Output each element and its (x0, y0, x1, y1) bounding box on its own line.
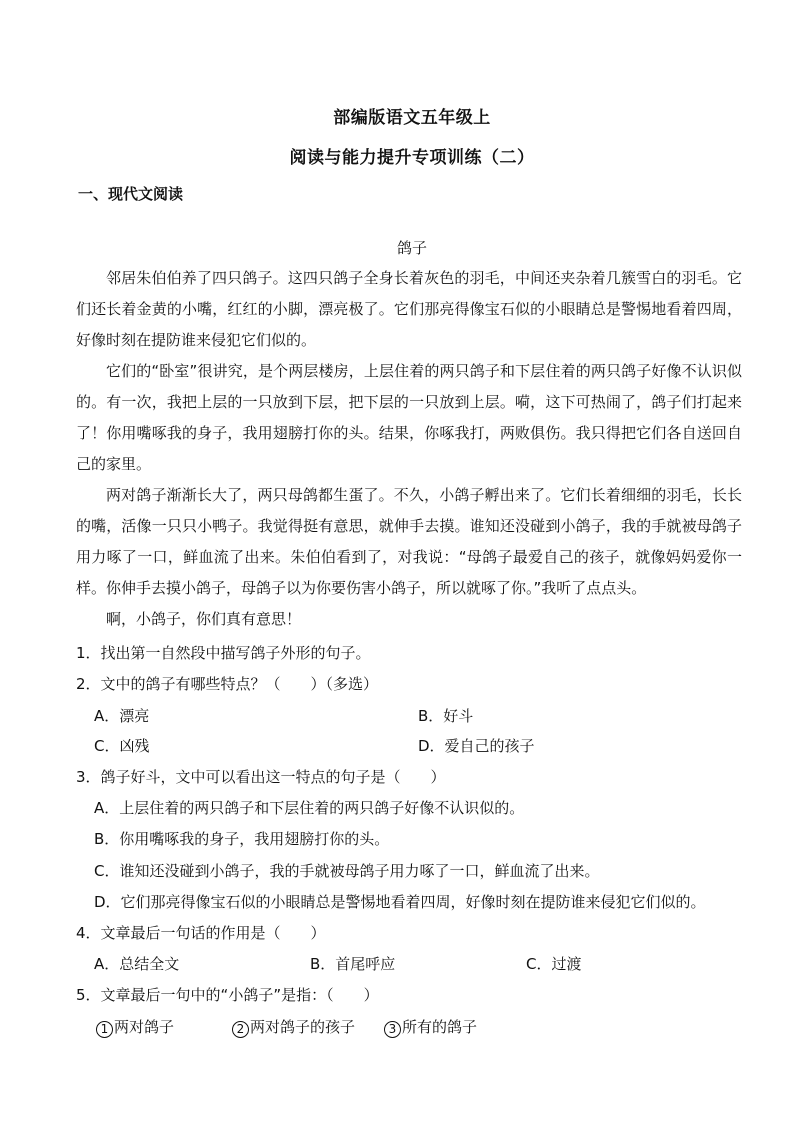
document-subtitle: 阅读与能力提升专项训练（二） (289, 148, 535, 168)
story-title: 鸽子 (396, 239, 427, 257)
q2-option-b: B．好斗 (418, 707, 474, 725)
q2-option-c: C．凶残 (94, 737, 150, 755)
q5-option-3 (384, 1016, 477, 1038)
q3-option-d: D．它们那亮得像宝石似的小眼睛总是警惕地看着四周，好像时刻在提防谁来侵犯它们似的。 (94, 893, 706, 911)
q3-option-c: C．谁知还没碰到小鸽子，我的手就被母鸽子用力啄了一口，鲜血流了出来。 (94, 862, 600, 880)
section-heading: 一、现代文阅读 (78, 185, 184, 203)
question-4: 4．文章最后一句话的作用是（ ） (76, 924, 326, 942)
q5-option-2 (232, 1016, 355, 1038)
q2-option-d: D．爱自己的孩子 (418, 737, 535, 755)
circled-number: 1 (96, 1021, 113, 1038)
question-1: 1．找出第一自然段中描写鸽子外形的句子。 (76, 644, 371, 662)
question-3: 3．鸽子好斗，文中可以看出这一特点的句子是（ ） (76, 768, 446, 786)
q4-option-a: A．总结全文 (94, 955, 180, 973)
q4-option-c: C．过渡 (526, 955, 582, 973)
document-title: 部编版语文五年级上 (333, 108, 491, 128)
q5-option-2-text: 两对鸽子的孩子 (250, 1018, 356, 1036)
q5-option-1-text: 两对鸽子 (114, 1018, 175, 1036)
q5-option-1 (96, 1016, 174, 1038)
q3-option-b: B．你用嘴啄我的身子，我用翅膀打你的头。 (94, 830, 390, 848)
paragraph-2: 它们的“卧室”很讲究，是个两层楼房，上层住着的两只鸽子和下层住着的两只鸽子好像不认识似的。有一次，我把上层的一只放到下层，把下层的一只放到上层。嗬，这下可热闹了，鸽子们打起来了！你用嘴啄我的身子，我用翅膀打你的头。结果，你啄我打，两败俱伤。我只得把它们各自送回自己的家里。 (76, 362, 742, 473)
q2-option-a: A．漂亮 (94, 707, 150, 725)
question-5: 5．文章最后一句中的“小鸽子”是指：（ ） (76, 986, 379, 1004)
paragraph-4: 啊，小鸽子，你们真有意思！ (106, 610, 302, 628)
paragraph-3: 两对鸽子渐渐长大了，两只母鸽都生蛋了。不久，小鸽子孵出来了。它们长着细细的羽毛，长长的嘴，活像一只只小鸭子。我觉得挺有意思，就伸手去摸。谁知还没碰到小鸽子，我的手就被母鸽子用力啄了一口，鲜血流了出来。朱伯伯看到了，对我说：“母鸽子最爱自己的孩子，就像妈妈爱你一样。你伸手去摸小鸽子，母鸽子以为你要伤害小鸽子，所以就啄了你。”我听了点点头。 (76, 486, 742, 597)
circled-number: 2 (232, 1021, 249, 1038)
circled-number: 3 (384, 1021, 401, 1038)
q3-option-a: A．上层住着的两只鸽子和下层住着的两只鸽子好像不认识似的。 (94, 799, 525, 817)
paragraph-1: 邻居朱伯伯养了四只鸽子。这四只鸽子全身长着灰色的羽毛，中间还夹杂着几簇雪白的羽毛。它们还长着金黄的小嘴，红红的小脚，漂亮极了。它们那亮得像宝石似的小眼睛总是警惕地看着四周，好像时刻在提防谁来侵犯它们似的。 (76, 269, 742, 349)
q4-option-b: B．首尾呼应 (310, 955, 396, 973)
question-2: 2．文中的鸽子有哪些特点？（ ）（多选） (76, 675, 379, 693)
q5-option-3-text: 所有的鸽子 (402, 1018, 478, 1036)
